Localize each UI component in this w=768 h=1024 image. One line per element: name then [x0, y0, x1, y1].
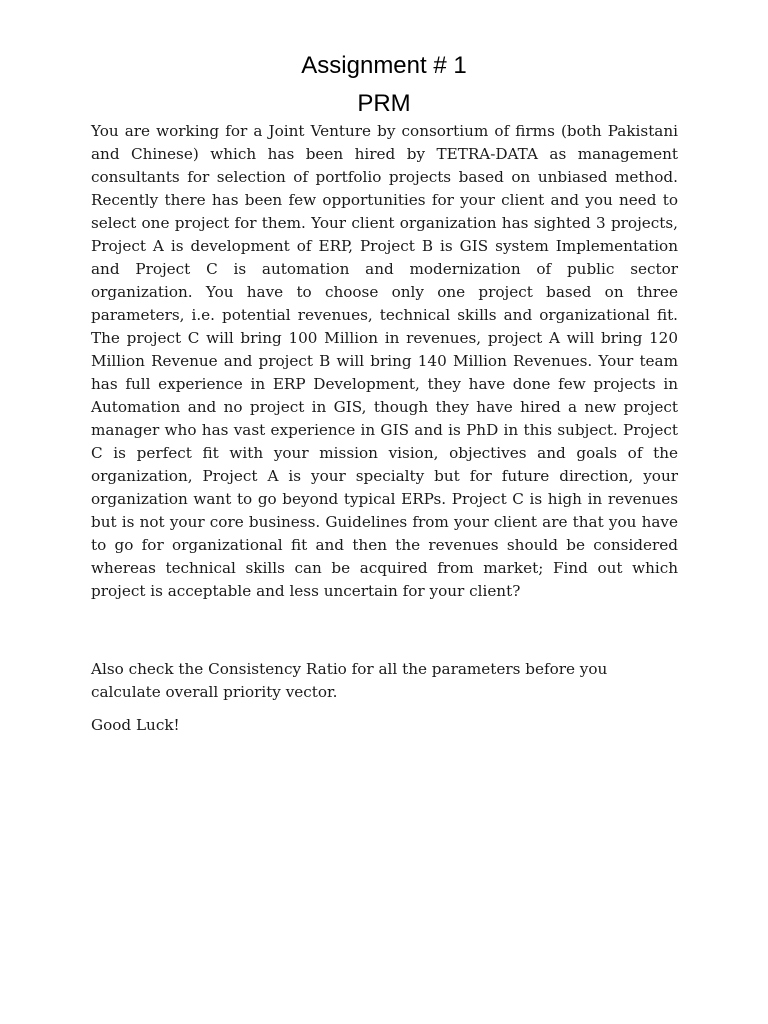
consistency-ratio-instruction-paragraph: Also check the Consistency Ratio for all the parameters before you calculate overall priority vector.	[91, 660, 608, 701]
assignment-description-paragraph: You are working for a Joint Venture by consortium of firms (both Pakistani and Chinese) which has been hired by TETRA-DATA as management consultants for selection of portfolio projects based on unbiased method. Recently there has been few opportunities for your client and you need to select one project for them. Your client organization has sighted 3 projects, Project A is development of ERP, Project B is GIS system Implementation and Project C is automation and modernization of public sector organization. You have to choose only one project based on three parameters, i.e. potential revenues, technical skills and organizational fit. The project C will bring 100 Million in revenues, project A will bring 120 Million Revenue and project B will bring 140 Million Revenues. Your team has full experience in ERP Development, they have done few projects in Automation and no project in GIS, though they have hired a new project manager who has vast experience in GIS and is PhD in this subject. Project C is perfect fit with your mission vision, objectives and goals of the organization, Project A is your specialty but for future direction, your organization want to go beyond typical ERPs. Project C is high in revenues but is not your core business. Guidelines from your client are that you have to go for organizational fit and then the revenues should be considered whereas technical skills can be acquired from market; Find out which project is acceptable and less uncertain for your client?	[91, 122, 678, 600]
closing-remark: Good Luck!	[91, 716, 180, 734]
document-subtitle: PRM	[357, 90, 411, 117]
document-title: Assignment # 1	[301, 52, 467, 79]
